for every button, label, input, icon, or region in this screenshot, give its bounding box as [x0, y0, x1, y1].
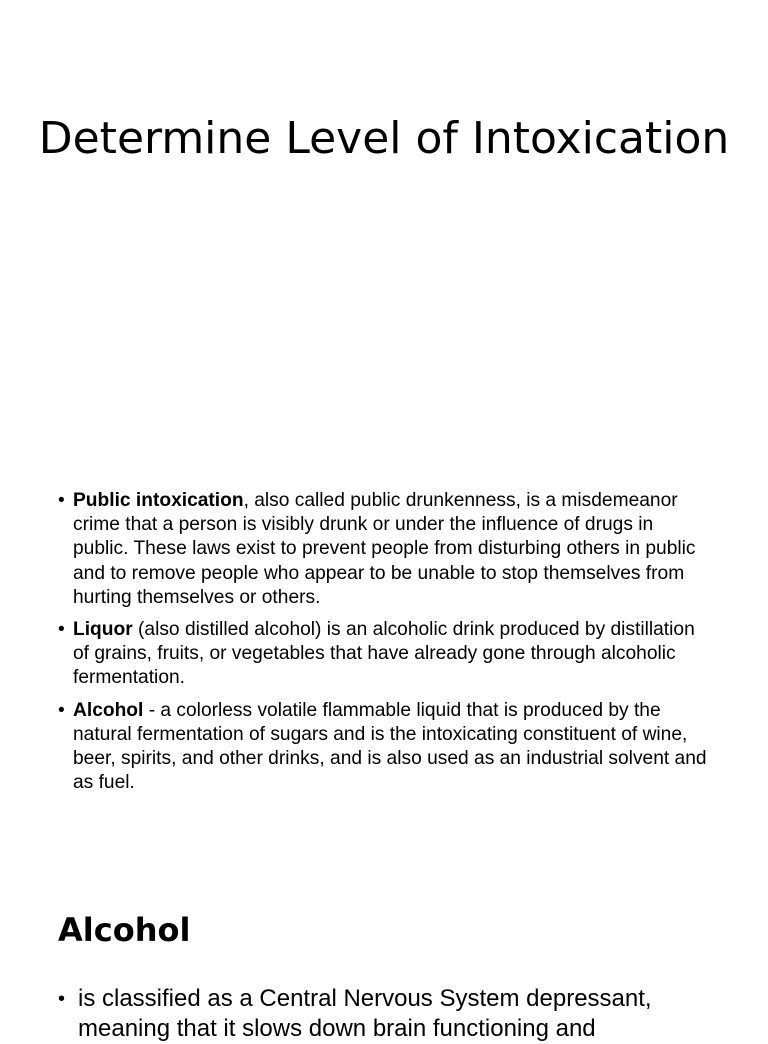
- definition-text: , also called public drunkenness, is a misdemeanor crime that a person is visibly drunk or under the influence of drugs in public. These laws exist to prevent people from disturbing others in public and to remove people who appear to be unable to stop themselves from hurting themselves or others.: [73, 490, 696, 608]
- list-item: [58, 618, 710, 691]
- alcohol-bullets: [58, 984, 738, 1044]
- bullet-icon: •: [58, 699, 65, 721]
- bullet-text: is classified as a Central Nervous System depressant, meaning that it slows down brain functioning and: [78, 985, 652, 1042]
- slide-title: Determine Level of Intoxication: [38, 113, 730, 164]
- definition-text: - a colorless volatile flammable liquid that is produced by the natural fermentation of sugars and is the intoxicating constituent of wine, beer, spirits, and other drinks, and is also used as an industrial solvent and as fuel.: [73, 699, 707, 794]
- bullet-icon: •: [58, 988, 66, 1010]
- definition-text: (also distilled alcohol) is an alcoholic drink produced by distillation of grains, fruits, or vegetables that have already gone through alcoholic fermentation.: [73, 619, 695, 689]
- list-item: [58, 984, 738, 1044]
- list-item: [58, 489, 710, 610]
- section-heading: Alcohol: [58, 911, 191, 949]
- list-item: [58, 699, 710, 796]
- term-public-intoxication: Public intoxication: [73, 490, 244, 511]
- term-alcohol: Alcohol: [73, 699, 144, 721]
- bullet-icon: •: [58, 619, 65, 641]
- term-liquor: Liquor: [73, 619, 133, 641]
- bullet-icon: •: [58, 490, 65, 511]
- definitions-list: [58, 489, 710, 803]
